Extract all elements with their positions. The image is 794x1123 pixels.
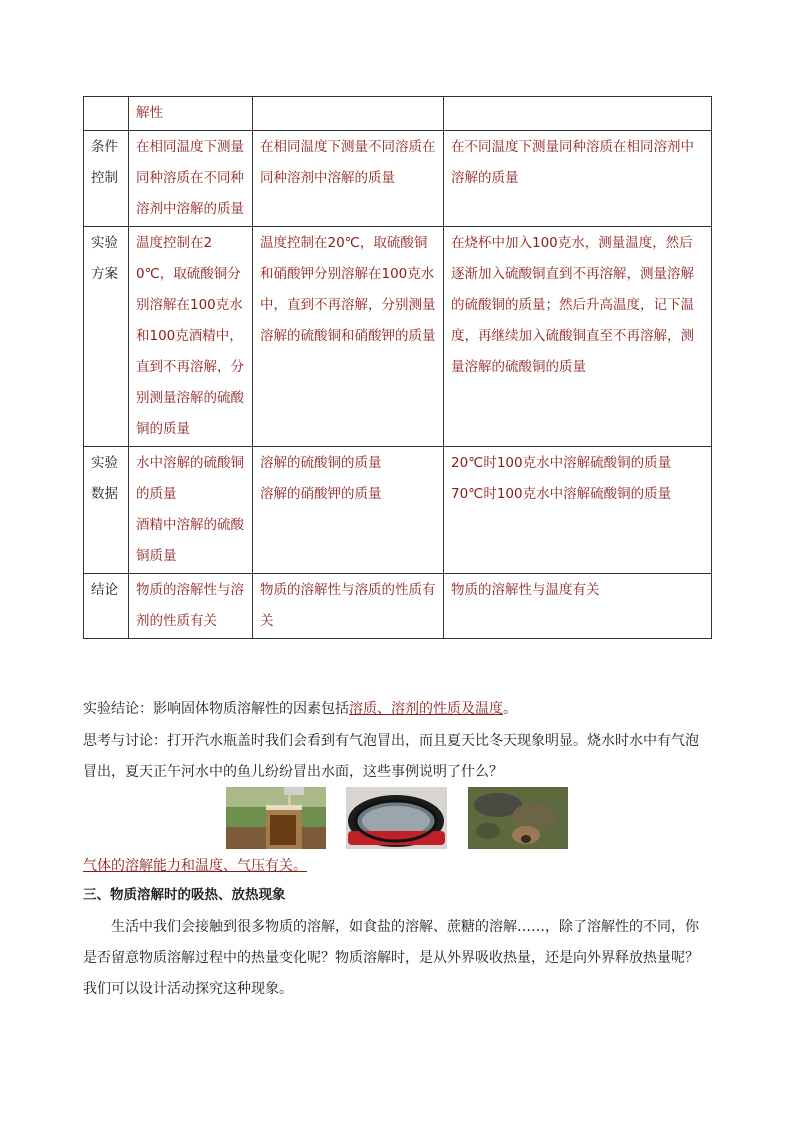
cell-text: 在相同温度下测量不同溶质在同种溶剂中溶解的质量: [260, 139, 436, 186]
table-cell: [444, 97, 712, 131]
cell-text: 解性: [136, 105, 163, 121]
cell-text: 70℃时100克水中溶解硫酸铜的质量: [451, 486, 672, 502]
section-heading: 三、物质溶解时的吸热、放热现象: [83, 887, 286, 903]
table-row: [84, 97, 712, 131]
table-cell: [253, 97, 444, 131]
row-label: 实验方案: [84, 227, 129, 447]
fish-photo: [468, 787, 568, 849]
conclusion-answer: 溶质、溶剂的性质及温度: [349, 701, 503, 717]
cell-text: 温度控制在20℃，取硫酸铜和硝酸钾分别溶解在100克水中，直到不再溶解，分别测量溶解的硫酸铜和硝酸钾的质量: [260, 235, 436, 344]
gas-solubility-answer: 气体的溶解能力和温度、气压有关。: [83, 858, 307, 874]
cell-text: 温度控制在20℃，取硫酸铜分别溶解在100克水和100克酒精中，直到不再溶解，分别测量溶解的硫酸铜的质量: [136, 235, 244, 437]
table-row: [84, 447, 712, 574]
table-cell: [444, 574, 712, 639]
discussion-question: 思考与讨论：打开汽水瓶盖时我们会看到有气泡冒出，而且夏天比冬天现象明显。烧水时水中有气泡冒出，夏天正午河水中的鱼儿纷纷冒出水面，这些事例说明了什么？: [83, 733, 699, 780]
table-cell: [129, 574, 253, 639]
table-cell: [253, 227, 444, 447]
table-row: [84, 227, 712, 447]
table-cell: [444, 227, 712, 447]
experiment-table: [83, 96, 712, 639]
conclusion-suffix: 。: [503, 701, 517, 717]
cell-text: 物质的溶解性与温度有关: [451, 582, 600, 598]
table-row: [84, 131, 712, 227]
table-cell: [253, 447, 444, 574]
cell-text: 酒精中溶解的硫酸铜质量: [136, 517, 244, 564]
experiment-conclusion: [83, 694, 711, 725]
cell-text: 溶解的硫酸铜的质量: [260, 455, 382, 471]
boiling-pot-photo: [346, 787, 447, 849]
table-cell: [444, 131, 712, 227]
cell-text: 物质的溶解性与溶质的性质有关: [260, 582, 436, 629]
cell-text: 20℃时100克水中溶解硫酸铜的质量: [451, 455, 672, 471]
row-label: [84, 97, 129, 131]
table-cell: [129, 227, 253, 447]
table-cell: [253, 131, 444, 227]
table-cell: [253, 574, 444, 639]
cell-text: 在烧杯中加入100克水，测量温度，然后逐渐加入硫酸铜直到不再溶解，测量溶解的硫酸铜的质量；然后升高温度，记下温度，再继续加入硫酸铜直至不再溶解，测量溶解的硫酸铜的质量: [451, 235, 694, 375]
table-cell: [444, 447, 712, 574]
table-cell: [129, 447, 253, 574]
cell-text: 在相同温度下测量同种溶质在不同种溶剂中溶解的质量: [136, 139, 244, 217]
row-label: 结论: [84, 574, 129, 639]
conclusion-prefix: 实验结论：影响固体物质溶解性的因素包括: [83, 701, 349, 717]
table-cell: [129, 97, 253, 131]
section-body: 生活中我们会接触到很多物质的溶解，如食盐的溶解、蔗糖的溶解……，除了溶解性的不同，你是否留意物质溶解过程中的热量变化呢？物质溶解时，是从外界吸收热量，还是向外界释放热量呢？我们可以设计活动探究这种现象。: [83, 919, 699, 997]
row-label: 实验数据: [84, 447, 129, 574]
table-row: [84, 574, 712, 639]
cell-text: 水中溶解的硫酸铜的质量: [136, 455, 244, 502]
cell-text: 物质的溶解性与溶剂的性质有关: [136, 582, 244, 629]
table-cell: [129, 131, 253, 227]
soda-pour-photo: [226, 787, 326, 849]
cell-text: 在不同温度下测量同种溶质在相同溶剂中溶解的质量: [451, 139, 694, 186]
cell-text: 溶解的硝酸钾的质量: [260, 486, 382, 502]
row-label: 条件控制: [84, 131, 129, 227]
